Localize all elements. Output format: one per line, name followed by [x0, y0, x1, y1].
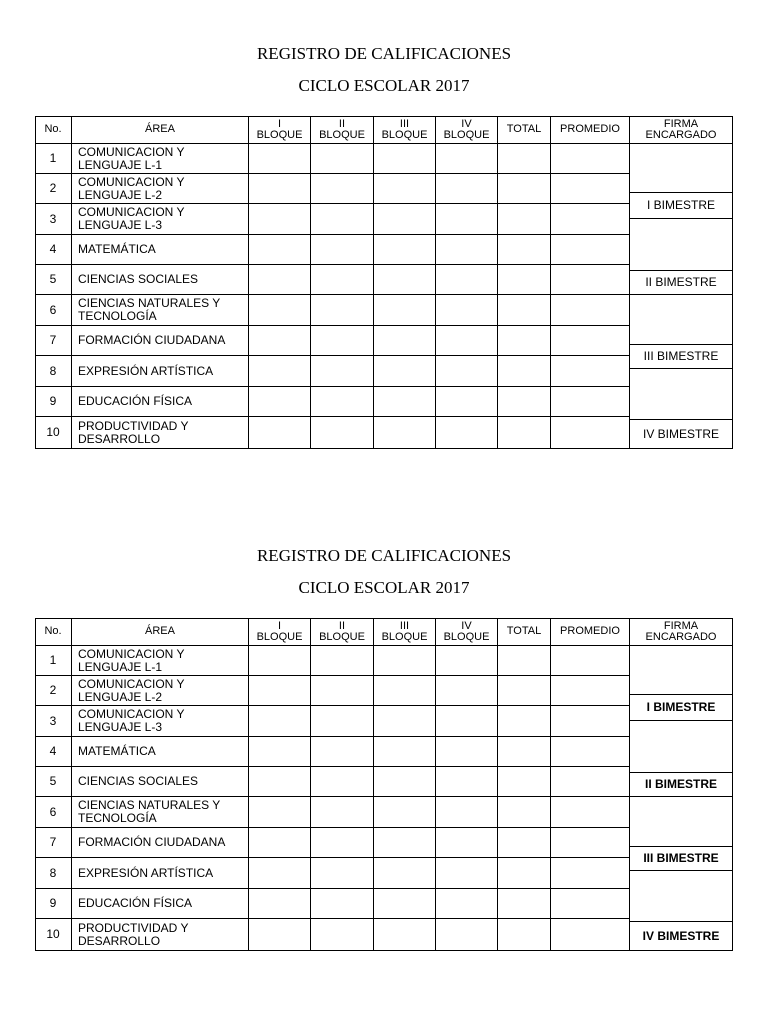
- grade-cell: [249, 235, 311, 265]
- grade-cell: [311, 706, 374, 737]
- grade-cell: [249, 174, 311, 204]
- grade-cell: [498, 646, 551, 676]
- grade-cell: [374, 144, 436, 174]
- row-area: EXPRESIÓN ARTÍSTICA: [72, 858, 249, 889]
- signature-cell: [630, 219, 733, 271]
- grade-cell: [551, 797, 630, 828]
- header-bloque-2: II BLOQUE: [311, 618, 374, 646]
- grade-cell: [311, 797, 374, 828]
- document-subtitle: CICLO ESCOLAR 2017: [298, 578, 470, 597]
- row-number: 4: [35, 235, 72, 265]
- grade-cell: [311, 144, 374, 174]
- grade-cell: [498, 858, 551, 889]
- bimestre-label: I BIMESTRE: [630, 695, 733, 721]
- grade-cell: [498, 676, 551, 706]
- grade-cell: [551, 889, 630, 919]
- header-bloque-2: II BLOQUE: [311, 116, 374, 144]
- bimestre-label: II BIMESTRE: [630, 271, 733, 295]
- row-number: 3: [35, 204, 72, 235]
- grade-cell: [311, 858, 374, 889]
- row-area: EXPRESIÓN ARTÍSTICA: [72, 356, 249, 387]
- row-number: 6: [35, 797, 72, 828]
- grade-cell: [249, 828, 311, 858]
- grade-cell: [436, 356, 498, 387]
- row-number: 1: [35, 646, 72, 676]
- grade-cell: [311, 295, 374, 326]
- grade-cell: [249, 858, 311, 889]
- grade-cell: [374, 174, 436, 204]
- grade-cell: [311, 326, 374, 356]
- grade-cell: [551, 326, 630, 356]
- grade-cell: [436, 858, 498, 889]
- grade-cell: [374, 295, 436, 326]
- grade-cell: [436, 706, 498, 737]
- bimestre-label: III BIMESTRE: [630, 847, 733, 871]
- grade-cell: [436, 919, 498, 951]
- grade-cell: [374, 828, 436, 858]
- grade-cell: [249, 737, 311, 767]
- grade-cell: [436, 828, 498, 858]
- grade-cell: [249, 919, 311, 951]
- row-area: PRODUCTIVIDAD Y DESARROLLO: [72, 919, 249, 951]
- grade-cell: [436, 676, 498, 706]
- row-number: 7: [35, 326, 72, 356]
- grade-cell: [498, 356, 551, 387]
- grade-cell: [436, 889, 498, 919]
- grade-cell: [498, 174, 551, 204]
- row-area: PRODUCTIVIDAD Y DESARROLLO: [72, 417, 249, 449]
- row-number: 6: [35, 295, 72, 326]
- row-number: 5: [35, 265, 72, 295]
- row-number: 8: [35, 356, 72, 387]
- grade-cell: [498, 235, 551, 265]
- signature-cell: [630, 144, 733, 193]
- grade-cell: [436, 646, 498, 676]
- grade-cell: [311, 767, 374, 797]
- signature-cell: [630, 721, 733, 773]
- header-area: ÁREA: [72, 116, 249, 144]
- signature-cell: [630, 369, 733, 420]
- grade-cell: [436, 767, 498, 797]
- grade-cell: [436, 204, 498, 235]
- grade-cell: [436, 295, 498, 326]
- signature-cell: [630, 295, 733, 345]
- header-promedio: PROMEDIO: [551, 116, 630, 144]
- grade-cell: [436, 235, 498, 265]
- grade-cell: [374, 919, 436, 951]
- row-number: 3: [35, 706, 72, 737]
- row-area: CIENCIAS SOCIALES: [72, 767, 249, 797]
- row-area: COMUNICACION Y LENGUAJE L-3: [72, 204, 249, 235]
- header-bloque-1: I BLOQUE: [249, 618, 311, 646]
- grade-cell: [311, 265, 374, 295]
- row-number: 4: [35, 737, 72, 767]
- row-number: 10: [35, 417, 72, 449]
- row-number: 10: [35, 919, 72, 951]
- grade-cell: [249, 889, 311, 919]
- grade-cell: [311, 646, 374, 676]
- grade-cell: [498, 417, 551, 449]
- grade-cell: [374, 767, 436, 797]
- grade-cell: [551, 265, 630, 295]
- grade-cell: [374, 797, 436, 828]
- grade-cell: [551, 295, 630, 326]
- row-number: 8: [35, 858, 72, 889]
- grade-cell: [374, 706, 436, 737]
- signature-cell: [630, 797, 733, 847]
- grade-cell: [551, 676, 630, 706]
- grade-cell: [498, 706, 551, 737]
- grade-cell: [374, 737, 436, 767]
- grade-cell: [249, 144, 311, 174]
- grade-cell: [436, 144, 498, 174]
- grade-cell: [436, 417, 498, 449]
- header-bloque-4: IV BLOQUE: [436, 116, 498, 144]
- row-area: COMUNICACION Y LENGUAJE L-1: [72, 646, 249, 676]
- row-area: MATEMÁTICA: [72, 737, 249, 767]
- grade-cell: [374, 387, 436, 417]
- row-number: 2: [35, 174, 72, 204]
- grade-cell: [436, 265, 498, 295]
- grade-cell: [311, 204, 374, 235]
- grade-cell: [498, 919, 551, 951]
- grade-cell: [551, 417, 630, 449]
- grade-cell: [249, 706, 311, 737]
- grade-cell: [374, 889, 436, 919]
- grade-cell: [311, 676, 374, 706]
- grade-cell: [249, 646, 311, 676]
- grade-cell: [551, 235, 630, 265]
- grade-cell: [374, 265, 436, 295]
- row-number: 7: [35, 828, 72, 858]
- bimestre-label: IV BIMESTRE: [630, 922, 733, 951]
- grade-cell: [374, 646, 436, 676]
- grade-cell: [551, 919, 630, 951]
- row-area: FORMACIÓN CIUDADANA: [72, 326, 249, 356]
- header-total: TOTAL: [498, 618, 551, 646]
- grade-cell: [249, 356, 311, 387]
- grade-cell: [249, 417, 311, 449]
- grade-cell: [374, 204, 436, 235]
- row-area: FORMACIÓN CIUDADANA: [72, 828, 249, 858]
- row-area: COMUNICACION Y LENGUAJE L-2: [72, 676, 249, 706]
- grade-cell: [249, 265, 311, 295]
- header-firma: FIRMA ENCARGADO: [630, 618, 733, 646]
- header-promedio: PROMEDIO: [551, 618, 630, 646]
- grade-cell: [498, 204, 551, 235]
- grade-cell: [498, 144, 551, 174]
- row-area: CIENCIAS NATURALES Y TECNOLOGÍA: [72, 295, 249, 326]
- row-area: EDUCACIÓN FÍSICA: [72, 889, 249, 919]
- header-bloque-3: III BLOQUE: [374, 618, 436, 646]
- row-area: MATEMÁTICA: [72, 235, 249, 265]
- grade-cell: [311, 235, 374, 265]
- row-number: 2: [35, 676, 72, 706]
- grade-cell: [551, 174, 630, 204]
- header-no: No.: [35, 116, 72, 144]
- grade-cell: [498, 265, 551, 295]
- grade-cell: [498, 737, 551, 767]
- grade-cell: [249, 797, 311, 828]
- row-area: COMUNICACION Y LENGUAJE L-1: [72, 144, 249, 174]
- grade-cell: [311, 387, 374, 417]
- grade-cell: [311, 828, 374, 858]
- grade-cell: [551, 706, 630, 737]
- grade-cell: [498, 889, 551, 919]
- signature-cell: [630, 871, 733, 922]
- header-no: No.: [35, 618, 72, 646]
- header-bloque-4: IV BLOQUE: [436, 618, 498, 646]
- grade-cell: [249, 676, 311, 706]
- header-area: ÁREA: [72, 618, 249, 646]
- grade-cell: [374, 417, 436, 449]
- grade-cell: [249, 767, 311, 797]
- grade-cell: [498, 828, 551, 858]
- grade-cell: [249, 387, 311, 417]
- grade-cell: [436, 174, 498, 204]
- grade-cell: [551, 737, 630, 767]
- grade-cell: [374, 858, 436, 889]
- grade-cell: [374, 356, 436, 387]
- grade-cell: [551, 356, 630, 387]
- grades-table: [35, 116, 733, 449]
- header-bloque-1: I BLOQUE: [249, 116, 311, 144]
- grade-cell: [498, 797, 551, 828]
- grade-cell: [436, 797, 498, 828]
- grade-cell: [249, 326, 311, 356]
- bimestre-label: IV BIMESTRE: [630, 420, 733, 449]
- grade-cell: [249, 295, 311, 326]
- grade-cell: [311, 174, 374, 204]
- grade-cell: [436, 387, 498, 417]
- row-area: COMUNICACION Y LENGUAJE L-3: [72, 706, 249, 737]
- bimestre-label: III BIMESTRE: [630, 345, 733, 369]
- grade-cell: [498, 767, 551, 797]
- grade-cell: [551, 767, 630, 797]
- grade-cell: [551, 144, 630, 174]
- grade-cell: [551, 387, 630, 417]
- bimestre-label: II BIMESTRE: [630, 773, 733, 797]
- header-firma: FIRMA ENCARGADO: [630, 116, 733, 144]
- grade-cell: [551, 858, 630, 889]
- grade-cell: [374, 326, 436, 356]
- grade-cell: [498, 387, 551, 417]
- grade-cell: [374, 235, 436, 265]
- grade-cell: [311, 919, 374, 951]
- grade-cell: [311, 356, 374, 387]
- grade-cell: [436, 326, 498, 356]
- grade-cell: [249, 204, 311, 235]
- row-number: 5: [35, 767, 72, 797]
- grade-cell: [311, 737, 374, 767]
- grade-cell: [498, 295, 551, 326]
- row-number: 9: [35, 387, 72, 417]
- row-area: CIENCIAS SOCIALES: [72, 265, 249, 295]
- bimestre-label: I BIMESTRE: [630, 193, 733, 219]
- header-bloque-3: III BLOQUE: [374, 116, 436, 144]
- grade-cell: [498, 326, 551, 356]
- grade-cell: [551, 828, 630, 858]
- grade-cell: [551, 204, 630, 235]
- grade-cell: [311, 889, 374, 919]
- row-number: 9: [35, 889, 72, 919]
- grade-cell: [551, 646, 630, 676]
- grades-table: [35, 618, 733, 951]
- signature-cell: [630, 646, 733, 695]
- row-area: CIENCIAS NATURALES Y TECNOLOGÍA: [72, 797, 249, 828]
- row-area: COMUNICACION Y LENGUAJE L-2: [72, 174, 249, 204]
- header-total: TOTAL: [498, 116, 551, 144]
- document-title: REGISTRO DE CALIFICACIONES: [256, 44, 512, 63]
- row-number: 1: [35, 144, 72, 174]
- grade-cell: [374, 676, 436, 706]
- row-area: EDUCACIÓN FÍSICA: [72, 387, 249, 417]
- grade-cell: [436, 737, 498, 767]
- grade-cell: [311, 417, 374, 449]
- document-title: REGISTRO DE CALIFICACIONES: [256, 546, 512, 565]
- document-subtitle: CICLO ESCOLAR 2017: [298, 76, 470, 95]
